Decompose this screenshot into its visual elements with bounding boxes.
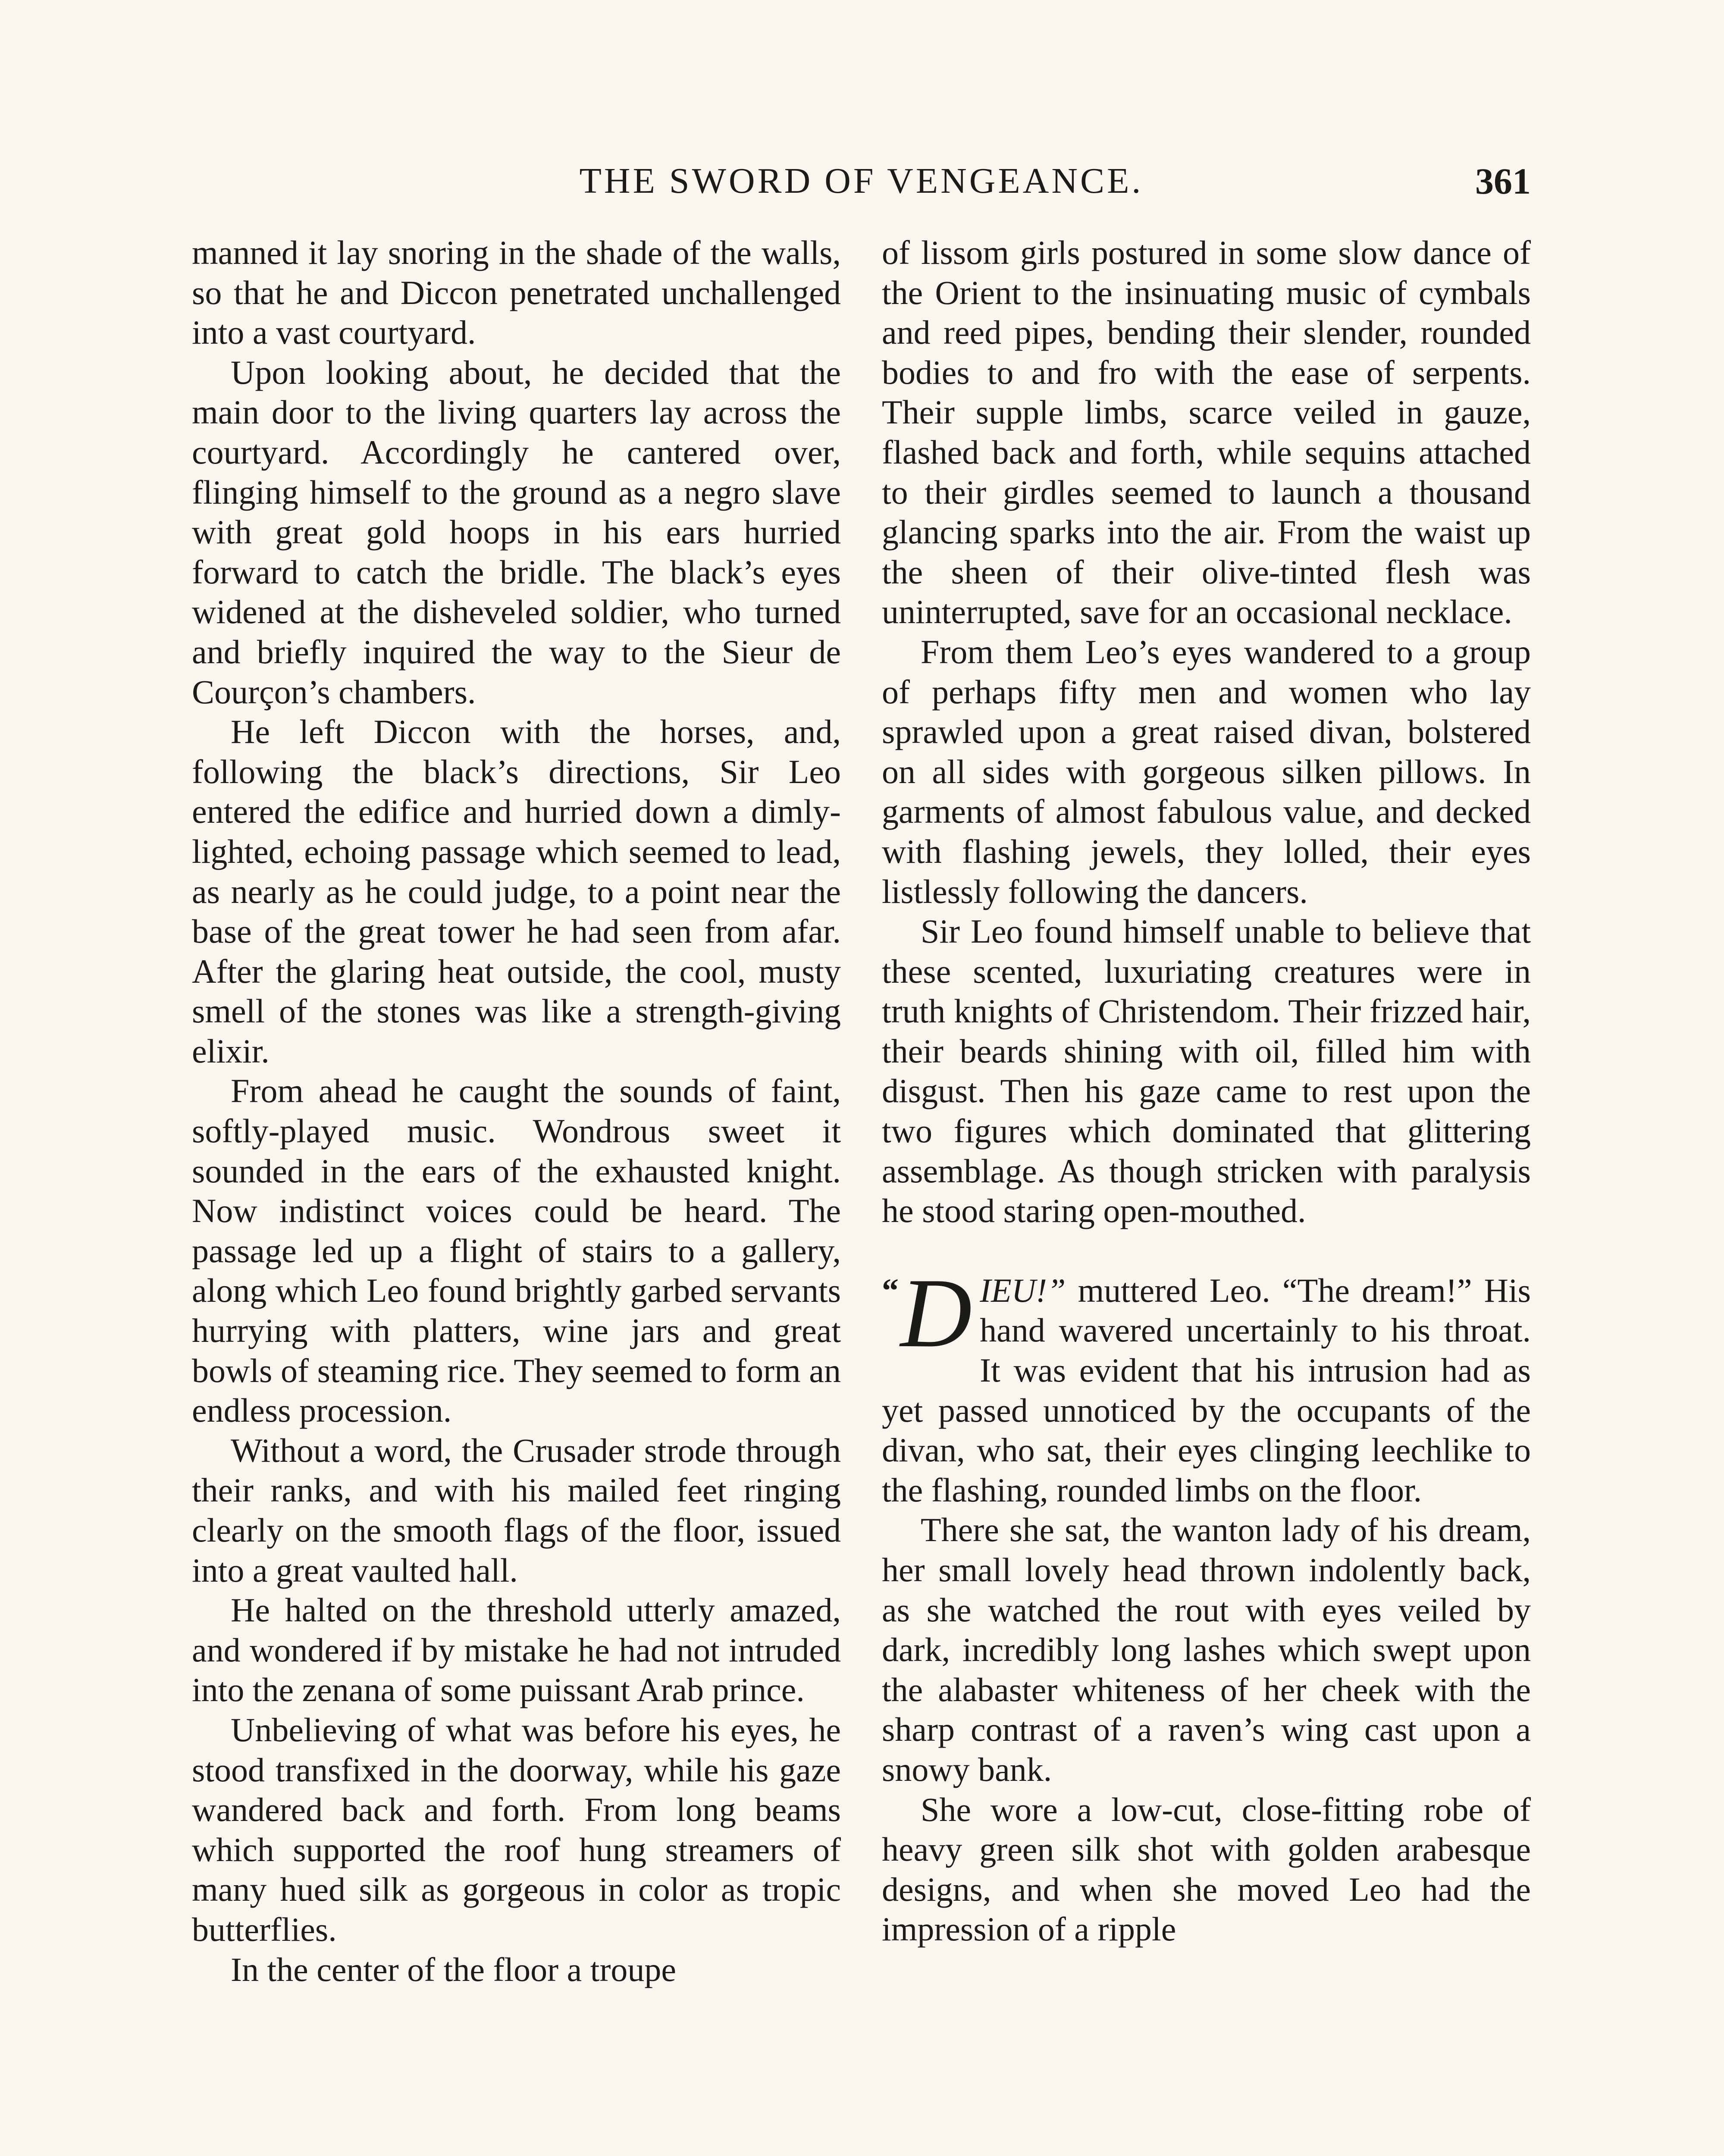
paragraph: Upon looking about, he decided that the main door to the living quarters lay across the courtyard. Accordingly he cantered over, flinging himself to the ground as a negro slave with great gold hoops in his ears hurried forward to catch the bridle. The black’s eyes widened at the disheveled soldier, who turned and briefly inquired the way to the Sieur de Courçon’s chambers. [192, 353, 841, 711]
drop-cap-paragraph-text: muttered Leo. “The dream!” His hand wavered uncertainly to his throat. It was evident that his intrusion had as yet passed unnoticed by the occupants of the divan, who sat, their eyes clinging leechlike to the flashing, rounded limbs on the floor. [882, 1271, 1531, 1509]
drop-cap-word-rest: IEU!” [980, 1271, 1066, 1309]
section-break [882, 1231, 1531, 1271]
paragraph: From ahead he caught the sounds of faint, softly-played music. Wondrous sweet it sounded in the ears of the exhausted knight. Now indistinct voices could be heard. The passage led up a flight of stairs to a gallery, along which Leo found brightly garbed servants hurrying with platters, wine jars and great bowls of steaming rice. They seemed to form an endless procession. [192, 1072, 841, 1429]
page-number: 361 [1475, 160, 1531, 202]
drop-cap-letter: D [900, 1257, 972, 1368]
left-text-column [192, 233, 841, 1990]
paragraph: There she sat, the wanton lady of his dream, her small lovely head thrown indolently back, as she watched the rout with eyes veiled by dark, incredibly long lashes which swept upon the alabaster whiteness of her cheek with the sharp contrast of a raven’s wing cast upon a snowy bank. [882, 1511, 1531, 1788]
page-header [192, 155, 1531, 207]
paragraph: Without a word, the Crusader strode through their ranks, and with his mailed feet ringing clearly on the smooth flags of the floor, issued into a great vaulted hall. [192, 1431, 841, 1589]
dropcap-paragraph [882, 1257, 1531, 1510]
paragraph: In the center of the floor a troupe [231, 1950, 677, 1988]
paragraph: Sir Leo found himself unable to believe that these scented, luxuriating creatures were in truth knights of Christendom. Their frizzed hair, their beards shining with oil, filled him with disgust. Then his gaze came to rest upon the two figures which dominated that glittering assemblage. As though stricken with paralysis he stood staring open-mouthed. [882, 912, 1531, 1230]
paragraph: She wore a low-cut, close-fitting robe of heavy green silk shot with golden arabesque designs, and when she moved Leo had the impression of a ripple [882, 1790, 1531, 1948]
paragraph: manned it lay snoring in the shade of the walls, so that he and Diccon penetrated unchallenged into a vast courtyard. [192, 234, 841, 351]
right-text-column [882, 233, 1531, 1949]
paragraph: He left Diccon with the horses, and, following the black’s directions, Sir Leo entered the edifice and hurried down a dimly-lighted, echoing passage which seemed to lead, as nearly as he could judge, to a point near the base of the great tower he had seen from afar. After the glaring heat outside, the cool, musty smell of the stones was like a strength-giving elixir. [192, 713, 841, 1070]
open-quote: “ [882, 1271, 899, 1309]
running-title: THE SWORD OF VENGEANCE. [579, 161, 1144, 201]
paragraph: He halted on the threshold utterly amazed, and wondered if by mistake he had not intruded into the zenana of some puissant Arab prince. [192, 1591, 841, 1709]
paragraph: From them Leo’s eyes wandered to a group of perhaps fifty men and women who lay sprawled upon a great raised divan, bolstered on all sides with gorgeous silken pillows. In garments of almost fabulous value, and decked with flashing jewels, they lolled, their eyes listlessly following the dancers. [882, 633, 1531, 910]
paragraph: of lissom girls postured in some slow dance of the Orient to the insinuating music of cymbals and reed pipes, bending their slender, rounded bodies to and fro with the ease of serpents. Their supple limbs, scarce veiled in gauze, flashed back and forth, while sequins attached to their girdles seemed to launch a thousand glancing sparks into the air. From the waist up the sheen of their olive-tinted flesh was uninterrupted, save for an occasional necklace. [882, 234, 1531, 631]
paragraph: Unbelieving of what was before his eyes, he stood transfixed in the doorway, while his gaze wandered back and forth. From long beams which supported the roof hung streamers of many hued silk as gorgeous in color as tropic butterflies. [192, 1711, 841, 1948]
